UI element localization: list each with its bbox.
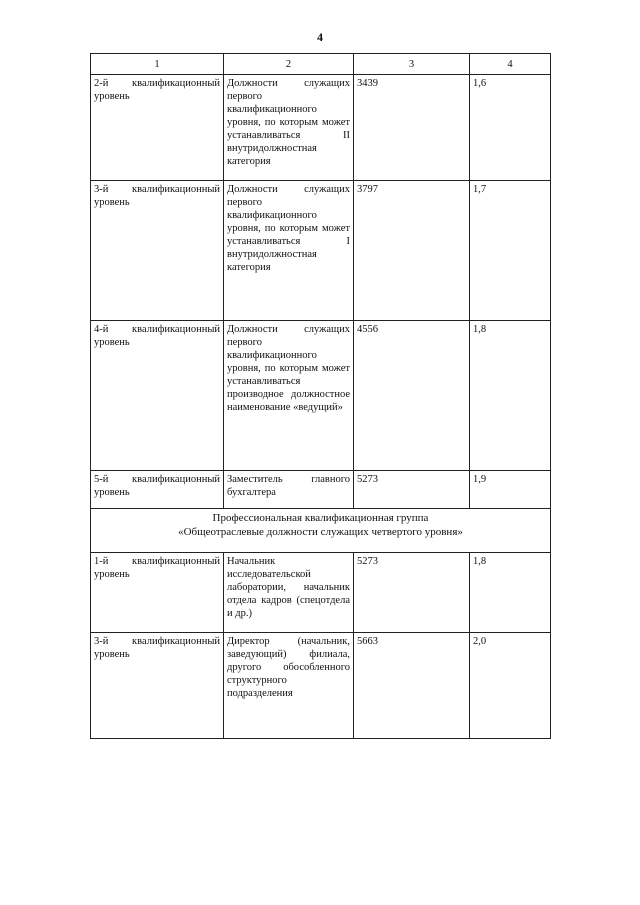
column-header: 3 <box>354 54 470 75</box>
level-cell: 1-й квалификационный уровень <box>91 553 224 633</box>
position-cell: Заместитель главного бухгалтера <box>224 471 354 509</box>
table-row <box>91 75 551 181</box>
group-heading-row <box>91 509 551 553</box>
coefficient-cell: 1,9 <box>470 471 551 509</box>
group-title: Профессиональная квалификационная группа <box>212 512 429 524</box>
coefficient-cell: 1,6 <box>470 75 551 181</box>
salary-cell: 5273 <box>354 553 470 633</box>
group-heading <box>91 509 551 553</box>
level-cell: 3-й квалификационный уровень <box>91 633 224 739</box>
salary-cell: 5273 <box>354 471 470 509</box>
level-cell: 2-й квалификационный уровень <box>91 75 224 181</box>
position-cell: Директор (начальник, заведующий) филиала, другого обособленного структурного подразделения <box>224 633 354 739</box>
coefficient-cell: 1,7 <box>470 181 551 321</box>
position-cell: Начальник исследовательской лаборатории, начальник отдела кадров (спецотдела и др.) <box>224 553 354 633</box>
qualification-table <box>90 53 551 739</box>
coefficient-cell: 1,8 <box>470 553 551 633</box>
position-cell: Должности служащих первого квалификационного уровня, по которым может устанавливаться I внутридолжностная категория <box>224 181 354 321</box>
table-row <box>91 471 551 509</box>
coefficient-cell: 2,0 <box>470 633 551 739</box>
coefficient-cell: 1,8 <box>470 321 551 471</box>
salary-cell: 3439 <box>354 75 470 181</box>
table-row <box>91 633 551 739</box>
column-header: 2 <box>224 54 354 75</box>
salary-cell: 3797 <box>354 181 470 321</box>
column-header: 1 <box>91 54 224 75</box>
salary-cell: 5663 <box>354 633 470 739</box>
table-row <box>91 181 551 321</box>
group-subtitle: «Общеотраслевые должности служащих четвертого уровня» <box>178 526 463 538</box>
level-cell: 5-й квалификационный уровень <box>91 471 224 509</box>
column-header: 4 <box>470 54 551 75</box>
position-cell: Должности служащих первого квалификационного уровня, по которым может устанавливаться II внутридолжностная категория <box>224 75 354 181</box>
page-number: 4 <box>317 30 323 44</box>
position-cell: Должности служащих первого квалификационного уровня, по которым может устанавливаться производное должностное наименование «ведущий» <box>224 321 354 471</box>
table-header-row <box>91 54 551 75</box>
level-cell: 3-й квалификационный уровень <box>91 181 224 321</box>
level-cell: 4-й квалификационный уровень <box>91 321 224 471</box>
table-row <box>91 553 551 633</box>
salary-cell: 4556 <box>354 321 470 471</box>
table-row <box>91 321 551 471</box>
